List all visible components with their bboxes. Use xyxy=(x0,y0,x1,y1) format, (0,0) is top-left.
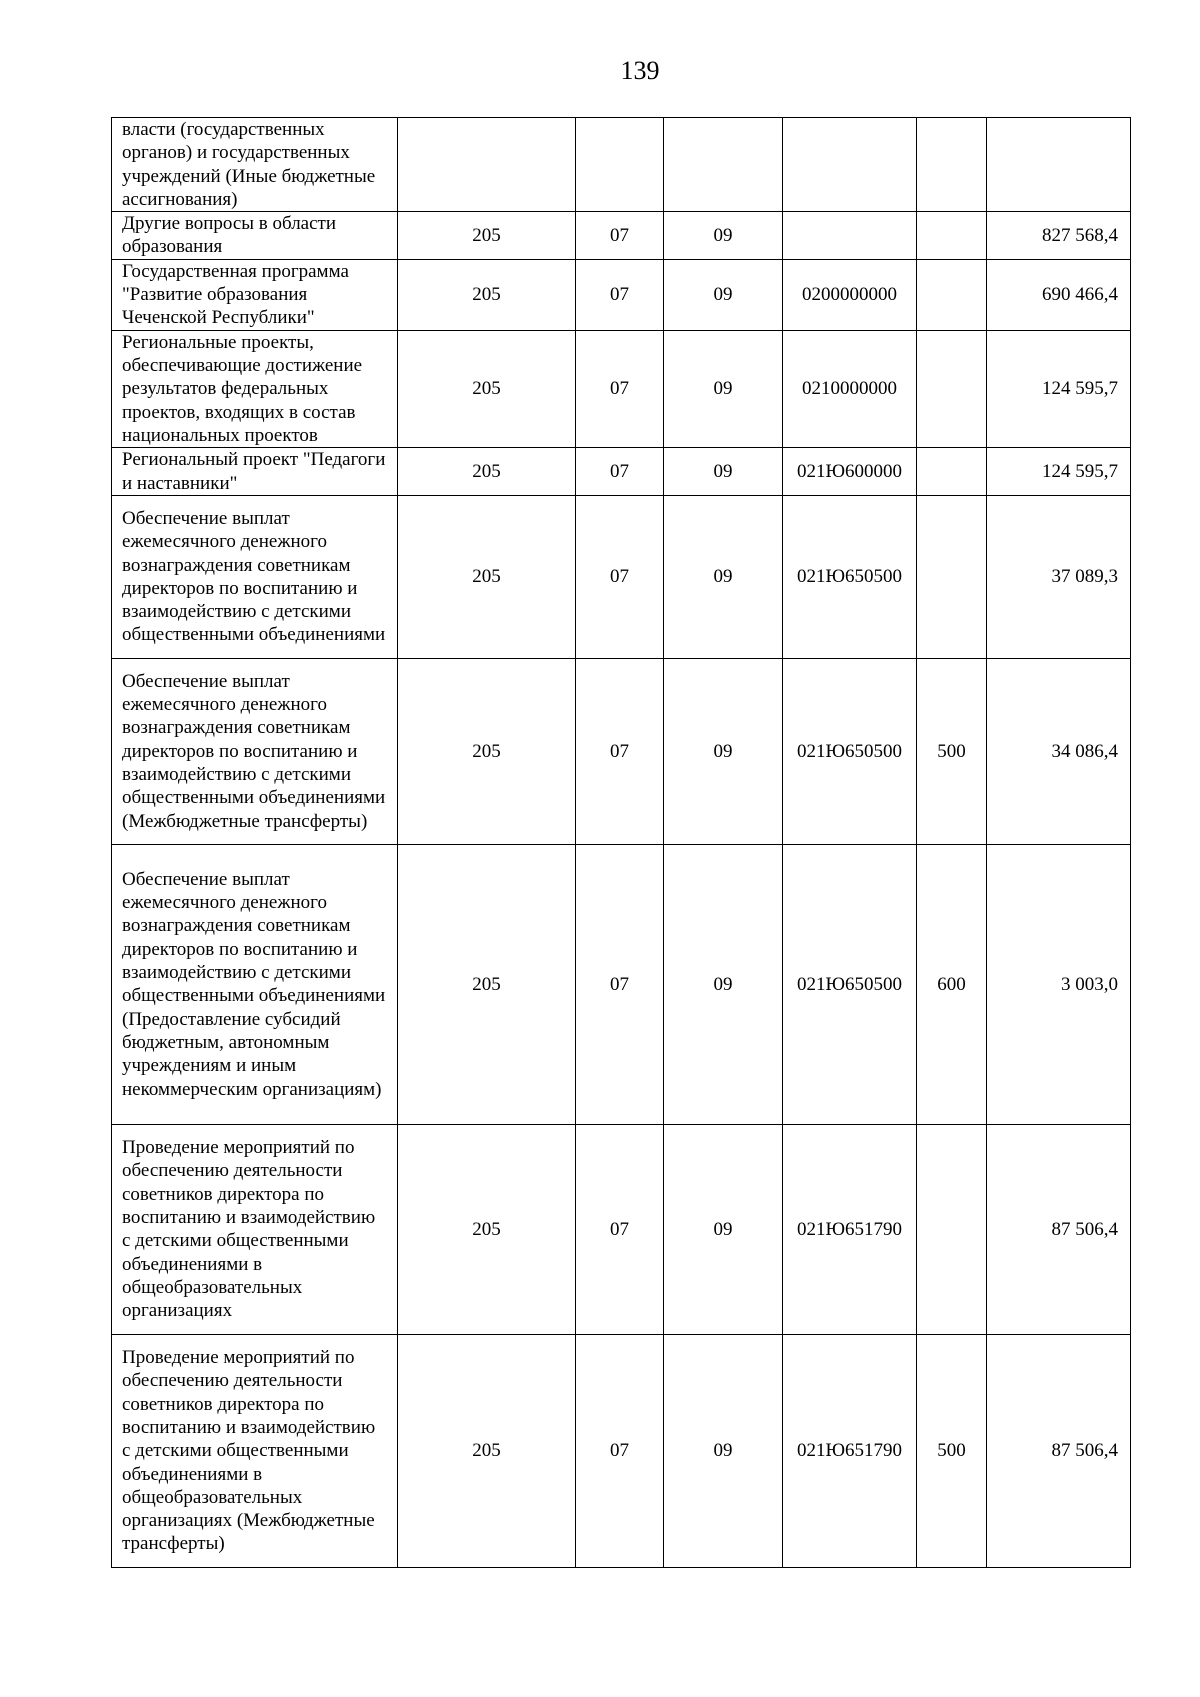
row-name: власти (государственных органов) и государственных учреждений (Иные бюджетные ассигнования) xyxy=(112,118,398,212)
row-name: Региональные проекты, обеспечивающие достижение результатов федеральных проектов, входящих в состав национальных проектов xyxy=(112,330,398,447)
table-row xyxy=(112,844,1131,1124)
row-pr: 09 xyxy=(664,448,783,496)
table-row xyxy=(112,212,1131,260)
row-sum: 124 595,7 xyxy=(987,448,1131,496)
row-pr: 09 xyxy=(664,212,783,260)
row-ved: 205 xyxy=(398,259,576,330)
row-rz: 07 xyxy=(576,259,664,330)
row-pr: 09 xyxy=(664,495,783,658)
table-row xyxy=(112,259,1131,330)
row-rz: 07 xyxy=(576,330,664,447)
row-csr: 021Ю651790 xyxy=(783,1334,917,1567)
table-row xyxy=(112,118,1131,212)
row-ved: 205 xyxy=(398,658,576,844)
row-rz: 07 xyxy=(576,495,664,658)
row-name: Проведение мероприятий по обеспечению деятельности советников директора по воспитанию и взаимодействию с детскими общественными объединениями в общеобразовательных организациях xyxy=(112,1124,398,1334)
row-vr xyxy=(917,1124,987,1334)
row-sum: 124 595,7 xyxy=(987,330,1131,447)
row-ved: 205 xyxy=(398,1124,576,1334)
row-name: Обеспечение выплат ежемесячного денежного вознаграждения советникам директоров по воспитанию и взаимодействию с детскими общественными объединениями xyxy=(112,495,398,658)
row-sum: 34 086,4 xyxy=(987,658,1131,844)
row-ved: 205 xyxy=(398,495,576,658)
row-name: Обеспечение выплат ежемесячного денежного вознаграждения советникам директоров по воспитанию и взаимодействию с детскими общественными объединениями (Предоставление субсидий бюджетным, автономным учреждениям и иным некоммерческим организациям) xyxy=(112,844,398,1124)
row-name: Другие вопросы в области образования xyxy=(112,212,398,260)
row-ved xyxy=(398,118,576,212)
row-vr xyxy=(917,212,987,260)
row-csr: 021Ю650500 xyxy=(783,495,917,658)
row-csr: 021Ю651790 xyxy=(783,1124,917,1334)
row-sum xyxy=(987,118,1131,212)
row-csr: 0210000000 xyxy=(783,330,917,447)
row-name: Обеспечение выплат ежемесячного денежного вознаграждения советникам директоров по воспитанию и взаимодействию с детскими общественными объединениями (Межбюджетные трансферты) xyxy=(112,658,398,844)
row-sum: 87 506,4 xyxy=(987,1334,1131,1567)
row-csr: 021Ю650500 xyxy=(783,658,917,844)
row-name: Проведение мероприятий по обеспечению деятельности советников директора по воспитанию и взаимодействию с детскими общественными объединениями в общеобразовательных организациях (Межбюджетные трансферты) xyxy=(112,1334,398,1567)
row-vr xyxy=(917,118,987,212)
row-vr: 600 xyxy=(917,844,987,1124)
row-vr xyxy=(917,448,987,496)
row-csr: 021Ю600000 xyxy=(783,448,917,496)
row-pr: 09 xyxy=(664,844,783,1124)
row-rz: 07 xyxy=(576,448,664,496)
page-number: 139 xyxy=(620,56,660,85)
row-ved: 205 xyxy=(398,330,576,447)
row-vr: 500 xyxy=(917,1334,987,1567)
row-vr xyxy=(917,495,987,658)
row-vr xyxy=(917,330,987,447)
table-row xyxy=(112,330,1131,447)
row-rz: 07 xyxy=(576,212,664,260)
row-sum: 37 089,3 xyxy=(987,495,1131,658)
row-sum: 827 568,4 xyxy=(987,212,1131,260)
table-row xyxy=(112,495,1131,658)
row-sum: 87 506,4 xyxy=(987,1124,1131,1334)
row-csr: 021Ю650500 xyxy=(783,844,917,1124)
row-csr xyxy=(783,212,917,260)
row-sum: 690 466,4 xyxy=(987,259,1131,330)
row-csr: 0200000000 xyxy=(783,259,917,330)
row-pr xyxy=(664,118,783,212)
row-ved: 205 xyxy=(398,1334,576,1567)
row-rz: 07 xyxy=(576,844,664,1124)
row-name: Государственная программа "Развитие образования Чеченской Республики" xyxy=(112,259,398,330)
row-ved: 205 xyxy=(398,212,576,260)
row-rz: 07 xyxy=(576,1124,664,1334)
row-pr: 09 xyxy=(664,658,783,844)
row-vr xyxy=(917,259,987,330)
table-row xyxy=(112,1124,1131,1334)
row-pr: 09 xyxy=(664,330,783,447)
row-pr: 09 xyxy=(664,1124,783,1334)
row-name: Региональный проект "Педагоги и наставники" xyxy=(112,448,398,496)
row-pr: 09 xyxy=(664,1334,783,1567)
row-vr: 500 xyxy=(917,658,987,844)
table-row xyxy=(112,1334,1131,1567)
row-rz: 07 xyxy=(576,658,664,844)
row-sum: 3 003,0 xyxy=(987,844,1131,1124)
row-ved: 205 xyxy=(398,844,576,1124)
row-pr: 09 xyxy=(664,259,783,330)
row-csr xyxy=(783,118,917,212)
budget-table xyxy=(111,117,1131,1568)
row-rz xyxy=(576,118,664,212)
table-row xyxy=(112,658,1131,844)
table-row xyxy=(112,448,1131,496)
row-ved: 205 xyxy=(398,448,576,496)
row-rz: 07 xyxy=(576,1334,664,1567)
